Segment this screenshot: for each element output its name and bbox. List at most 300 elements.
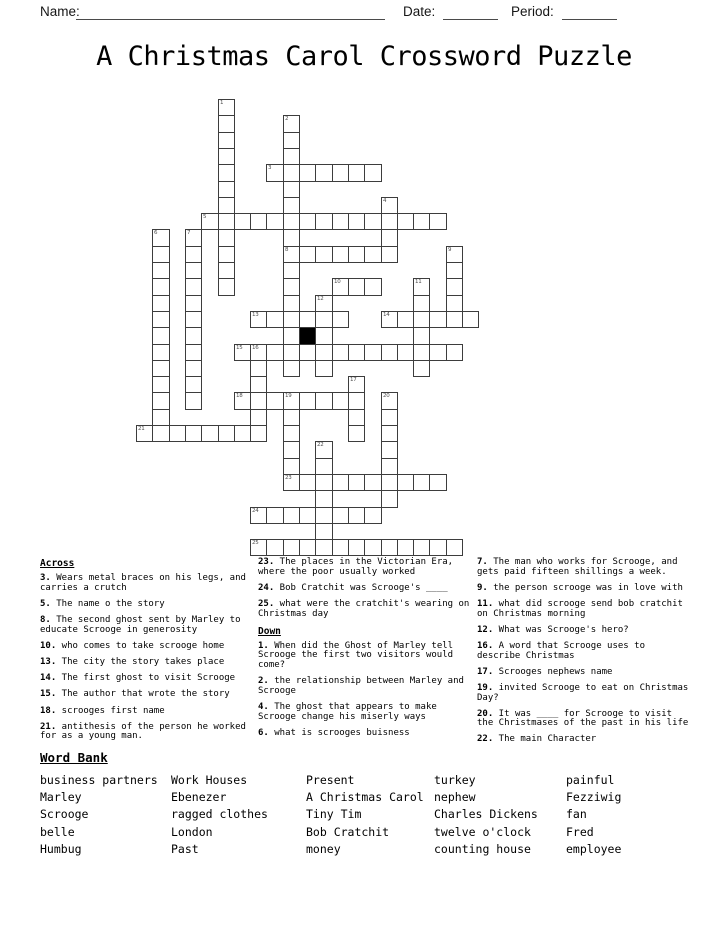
grid-cell[interactable] [266, 539, 284, 556]
grid-cell[interactable] [315, 474, 333, 491]
grid-cell[interactable] [299, 164, 316, 182]
grid-cell[interactable] [185, 246, 202, 263]
grid-cell[interactable] [299, 539, 316, 556]
clue-21: 21. antithesis of the person he worked for as a young man. [40, 721, 246, 742]
grid-cell[interactable] [446, 262, 463, 279]
page-title: A Christmas Carol Crossword Puzzle [96, 41, 632, 72]
grid-cell[interactable] [218, 181, 235, 198]
grid-cell[interactable] [283, 229, 300, 247]
clue-23: 23. The places in the Victorian Era, where the poor usually worked [258, 557, 454, 577]
grid-cell[interactable] [381, 490, 398, 508]
grid-cell[interactable] [283, 327, 300, 345]
date-blank-line[interactable] [443, 3, 498, 20]
grid-cell[interactable] [218, 229, 235, 247]
grid-cell[interactable] [152, 344, 170, 361]
word-bank-item: belle [40, 824, 75, 839]
grid-cell[interactable] [397, 539, 414, 556]
grid-cell[interactable] [315, 507, 333, 524]
grid-cell[interactable] [218, 148, 235, 165]
grid-cell[interactable] [315, 392, 333, 410]
grid-cell[interactable] [315, 441, 333, 459]
down-heading: Down [258, 625, 281, 637]
cell-number: 6 [154, 230, 158, 236]
cell-number: 17 [350, 377, 357, 383]
grid-cell[interactable] [283, 148, 300, 165]
grid-cell[interactable] [234, 425, 251, 442]
word-bank-item: A Christmas Carol [306, 790, 424, 805]
word-bank-heading: Word Bank [40, 750, 108, 765]
clue-15: 15. The author that wrote the story [40, 689, 230, 700]
clue-number: 6. [258, 727, 269, 738]
grid-cell[interactable] [185, 376, 202, 393]
word-bank-item: Fred [566, 824, 594, 839]
clue-number: 19. [477, 682, 494, 693]
grid-cell[interactable] [332, 278, 349, 296]
grid-cell[interactable] [348, 246, 365, 263]
word-bank-item: turkey [434, 773, 476, 787]
grid-cell[interactable] [315, 523, 333, 540]
grid-cell[interactable] [250, 507, 267, 524]
grid-cell[interactable] [381, 474, 398, 491]
word-bank-item: fan [566, 807, 587, 822]
cell-number: 24 [252, 508, 259, 514]
grid-cell[interactable] [381, 229, 398, 247]
clue-13: 13. The city the story takes place [40, 656, 225, 667]
grid-cell[interactable] [413, 278, 430, 296]
grid-cell[interactable] [283, 507, 300, 524]
word-bank-item: counting house [434, 841, 531, 856]
grid-cell[interactable] [283, 392, 300, 410]
cell-number: 22 [317, 442, 324, 448]
grid-cell[interactable] [283, 278, 300, 296]
grid-cell[interactable] [218, 278, 235, 296]
grid-cell[interactable] [446, 246, 463, 263]
grid-cell[interactable] [381, 441, 398, 459]
cell-number: 16 [252, 345, 259, 351]
word-bank-item: Present [306, 773, 355, 787]
clue-2: 2. the relationship between Marley and Scrooge [258, 676, 464, 696]
cell-number: 11 [415, 279, 422, 285]
word-bank-item: Fezziwig [566, 790, 622, 805]
word-bank-item: Past [171, 841, 199, 856]
period-label: Period: [511, 4, 554, 19]
clue-number: 17. [477, 666, 494, 677]
cell-number: 12 [317, 296, 324, 302]
grid-cell[interactable] [283, 474, 300, 491]
grid-cell[interactable] [201, 213, 219, 230]
grid-cell[interactable] [364, 246, 382, 263]
grid-cell[interactable] [332, 474, 349, 491]
word-bank-item: twelve o'clock [434, 824, 531, 839]
grid-cell[interactable] [283, 344, 300, 361]
cell-number: 21 [138, 426, 145, 432]
grid-cell[interactable] [381, 197, 398, 214]
cell-number: 19 [285, 393, 292, 399]
grid-cell[interactable] [299, 311, 316, 328]
grid-cell[interactable] [152, 311, 170, 328]
clue-17: 17. Scrooges nephews name [477, 666, 613, 677]
grid-cell[interactable] [152, 392, 170, 410]
grid-cell[interactable] [364, 164, 382, 182]
word-bank-item: Ebenezer [171, 790, 227, 805]
grid-cell[interactable] [218, 132, 235, 149]
clue-18: 18. scrooges first name [40, 705, 165, 716]
grid-cell[interactable] [250, 311, 267, 328]
word-bank-grid [40, 772, 690, 858]
grid-cell[interactable] [413, 539, 430, 556]
clue-number: 16. [477, 640, 494, 651]
word-bank-item: London [171, 824, 213, 839]
grid-cell[interactable] [429, 539, 447, 556]
grid-cell[interactable] [299, 507, 316, 524]
grid-cell[interactable] [283, 164, 300, 182]
grid-cell[interactable] [250, 409, 267, 426]
grid-cell[interactable] [315, 360, 333, 377]
grid-cell[interactable] [185, 311, 202, 328]
grid-cell[interactable] [413, 311, 430, 328]
clue-number: 8. [40, 614, 51, 625]
grid-cell[interactable] [283, 425, 300, 442]
across-heading: Across [40, 558, 75, 569]
grid-cell[interactable] [446, 311, 463, 328]
clue-column-right [477, 558, 692, 752]
grid-cell[interactable] [283, 262, 300, 279]
clue-24: 24. Bob Cratchit was Scrooge's ____ [258, 582, 448, 593]
grid-cell[interactable] [299, 474, 316, 491]
clue-number: 20. [477, 708, 494, 719]
grid-cell[interactable] [381, 458, 398, 475]
grid-cell[interactable] [283, 181, 300, 198]
grid-cell[interactable] [446, 295, 463, 312]
grid-cell[interactable] [315, 311, 333, 328]
clue-25: 25. what were the cratchit's wearing on Christmas day [258, 598, 470, 619]
grid-cell[interactable] [266, 392, 284, 410]
grid-cell[interactable] [381, 344, 398, 361]
clue-number: 15. [40, 689, 57, 700]
cell-number: 10 [334, 279, 341, 285]
clue-11: 11. what did scrooge send bob cratchit on Christmas morning [477, 598, 683, 619]
grid-cell[interactable] [348, 376, 365, 393]
clue-number: 18. [40, 705, 57, 716]
grid-cell[interactable] [234, 392, 251, 410]
clue-number: 3. [40, 573, 51, 583]
grid-cell[interactable] [413, 327, 430, 345]
grid-cell[interactable] [315, 458, 333, 475]
clue-number: 12. [477, 624, 494, 635]
clue-number: 21. [40, 721, 57, 732]
clue-number: 11. [477, 598, 494, 609]
grid-cell[interactable] [332, 344, 349, 361]
cell-number: 8 [285, 247, 289, 253]
clue-number: 4. [258, 701, 269, 712]
grid-cell[interactable] [283, 539, 300, 556]
grid-cell[interactable] [397, 474, 414, 491]
grid-cell[interactable] [332, 311, 349, 328]
grid-cell[interactable] [185, 229, 202, 247]
grid-cell[interactable] [299, 246, 316, 263]
grid-cell[interactable] [413, 295, 430, 312]
grid-cell[interactable] [152, 327, 170, 345]
crossword-grid [136, 99, 481, 557]
grid-cell[interactable] [250, 539, 267, 556]
grid-cell[interactable] [152, 229, 170, 247]
grid-cell[interactable] [234, 344, 251, 361]
grid-cell[interactable] [364, 507, 382, 524]
clue-number: 2. [258, 676, 269, 687]
grid-cell[interactable] [218, 164, 235, 182]
grid-cell[interactable] [185, 425, 202, 442]
grid-cell[interactable] [332, 539, 349, 556]
grid-cell[interactable] [266, 311, 284, 328]
grid-cell[interactable] [381, 392, 398, 410]
grid-cell[interactable] [446, 278, 463, 296]
grid-cell[interactable] [250, 376, 267, 393]
clue-5: 5. The name o the story [40, 598, 165, 609]
grid-cell[interactable] [218, 115, 235, 133]
grid-cell[interactable] [266, 507, 284, 524]
clue-number: 22. [477, 734, 494, 745]
clue-19: 19. invited Scrooge to eat on Christmas Day? [477, 682, 689, 703]
grid-cell[interactable] [462, 311, 479, 328]
grid-cell[interactable] [250, 344, 267, 361]
cell-number: 14 [383, 312, 390, 318]
name-label: Name: [40, 4, 80, 19]
word-bank-item: money [306, 841, 341, 856]
grid-cell[interactable] [234, 213, 251, 230]
grid-cell[interactable] [315, 539, 333, 556]
word-bank-item: Work Houses [171, 773, 248, 787]
grid-cell[interactable] [152, 262, 170, 279]
grid-cell[interactable] [315, 490, 333, 508]
word-bank-item: Bob Cratchit [306, 824, 390, 839]
clue-number: 13. [40, 656, 57, 667]
clue-14: 14. The first ghost to visit Scrooge [40, 673, 236, 684]
grid-cell[interactable] [250, 360, 267, 377]
period-blank-line[interactable] [562, 3, 617, 20]
grid-cell[interactable] [413, 360, 430, 377]
grid-cell[interactable] [266, 344, 284, 361]
clue-9: 9. the person scrooge was in love with [477, 582, 683, 593]
grid-cell[interactable] [283, 409, 300, 426]
clue-22: 22. The main Character [477, 734, 597, 745]
clue-number: 5. [40, 598, 51, 609]
grid-cell[interactable] [185, 360, 202, 377]
clue-number: 1. [258, 640, 269, 651]
grid-cell[interactable] [397, 311, 414, 328]
grid-cell[interactable] [201, 425, 219, 442]
word-bank-item: nephew [434, 790, 476, 805]
grid-cell[interactable] [348, 164, 365, 182]
grid-cell[interactable] [315, 213, 333, 230]
cell-number: 25 [252, 540, 259, 546]
grid-cell[interactable] [348, 425, 365, 442]
grid-cell[interactable] [315, 295, 333, 312]
grid-cell[interactable] [152, 246, 170, 263]
cell-number: 5 [203, 214, 207, 220]
grid-cell[interactable] [348, 278, 365, 296]
grid-cell[interactable] [348, 344, 365, 361]
grid-cell[interactable] [381, 246, 398, 263]
grid-cell[interactable] [185, 344, 202, 361]
grid-cell[interactable] [332, 164, 349, 182]
grid-cell[interactable] [250, 392, 267, 410]
grid-cell[interactable] [429, 311, 447, 328]
clue-7: 7. The man who works for Scrooge, and gets paid fifteen shillings a week. [477, 557, 678, 577]
name-blank-line[interactable] [76, 3, 385, 20]
grid-cell[interactable] [413, 344, 430, 361]
grid-cell[interactable] [364, 344, 382, 361]
grid-cell[interactable] [250, 425, 267, 442]
grid-cell[interactable] [283, 132, 300, 149]
grid-cell[interactable] [283, 311, 300, 328]
grid-cell[interactable] [218, 213, 235, 230]
grid-cell[interactable] [218, 425, 235, 442]
grid-cell[interactable] [283, 441, 300, 459]
word-bank-item: Charles Dickens [434, 807, 538, 822]
grid-cell[interactable] [283, 360, 300, 377]
grid-cell[interactable] [218, 197, 235, 214]
clue-10: 10. who comes to take scrooge home [40, 640, 225, 651]
clue-4: 4. The ghost that appears to make Scrooge change his miserly ways [258, 701, 437, 722]
grid-cell[interactable] [381, 213, 398, 230]
grid-cell[interactable] [218, 246, 235, 263]
grid-cell[interactable] [218, 262, 235, 279]
grid-cell[interactable] [364, 474, 382, 491]
grid-cell[interactable] [332, 246, 349, 263]
cell-number: 1 [220, 100, 224, 106]
grid-cell[interactable] [446, 344, 463, 361]
grid-cell[interactable] [266, 164, 284, 182]
word-bank-item: painful [566, 773, 615, 787]
grid-cell[interactable] [250, 213, 267, 230]
grid-cell[interactable] [299, 344, 316, 361]
grid-cell[interactable] [348, 409, 365, 426]
clue-1: 1. When did the Ghost of Marley tell Scrooge the first two visitors would come? [258, 640, 454, 670]
clue-6: 6. what is scrooges buisness [258, 727, 410, 738]
grid-cell[interactable] [364, 539, 382, 556]
grid-cell[interactable] [315, 164, 333, 182]
grid-cell[interactable] [185, 295, 202, 312]
cell-number: 9 [448, 247, 452, 253]
grid-cell[interactable] [332, 507, 349, 524]
clue-number: 10. [40, 640, 57, 651]
clue-12: 12. What was Scrooge's hero? [477, 624, 629, 635]
word-bank-item: Marley [40, 790, 82, 805]
clue-3: 3. Wears metal braces on his legs, and carries a crutch [40, 573, 246, 593]
grid-cell[interactable] [152, 376, 170, 393]
clue-column-left [40, 558, 255, 748]
cell-number: 20 [383, 393, 390, 399]
clue-20: 20. It was ____ for Scrooge to visit the Christmases of the past in his life [477, 708, 689, 729]
cell-number: 2 [285, 116, 289, 122]
clue-number: 23. [258, 557, 275, 567]
grid-cell[interactable] [185, 327, 202, 345]
clue-number: 25. [258, 598, 275, 609]
grid-cell[interactable] [413, 213, 430, 230]
grid-cell[interactable] [348, 539, 365, 556]
clue-number: 9. [477, 582, 488, 593]
grid-cell[interactable] [283, 115, 300, 133]
grid-cell[interactable] [283, 458, 300, 475]
grid-cell[interactable] [381, 425, 398, 442]
grid-cell[interactable] [152, 409, 170, 426]
grid-cell[interactable] [283, 213, 300, 230]
grid-cell[interactable] [429, 344, 447, 361]
cell-number: 15 [236, 345, 243, 351]
grid-cell[interactable] [315, 246, 333, 263]
date-label: Date: [403, 4, 436, 19]
grid-cell[interactable] [381, 539, 398, 556]
grid-cell[interactable] [152, 295, 170, 312]
word-bank-item: Tiny Tim [306, 807, 362, 822]
grid-cell[interactable] [315, 344, 333, 361]
grid-cell[interactable] [348, 474, 365, 491]
grid-cell[interactable] [446, 539, 463, 556]
word-bank [40, 751, 690, 858]
clue-number: 24. [258, 582, 275, 593]
grid-cell[interactable] [429, 213, 447, 230]
grid-black-cell [299, 327, 316, 345]
grid-cell[interactable] [283, 197, 300, 214]
grid-cell[interactable] [185, 392, 202, 410]
cell-number: 3 [268, 165, 272, 171]
word-bank-item: business partners [40, 773, 158, 787]
clue-8: 8. The second ghost sent by Marley to educate Scrooge in generosity [40, 614, 241, 635]
word-bank-item: ragged clothes [171, 807, 268, 822]
clue-column-middle [258, 558, 473, 745]
clue-number: 14. [40, 673, 57, 684]
grid-cell[interactable] [185, 278, 202, 296]
grid-cell[interactable] [397, 213, 414, 230]
grid-cell[interactable] [348, 213, 365, 230]
grid-cell[interactable] [152, 278, 170, 296]
grid-cell[interactable] [315, 327, 333, 345]
clue-16: 16. A word that Scrooge uses to describe Christmas [477, 640, 645, 661]
grid-cell[interactable] [348, 507, 365, 524]
cell-number: 23 [285, 475, 292, 481]
grid-cell[interactable] [348, 392, 365, 410]
grid-cell[interactable] [381, 409, 398, 426]
cell-number: 13 [252, 312, 259, 318]
word-bank-item: Humbug [40, 841, 82, 856]
cell-number: 7 [187, 230, 191, 236]
grid-cell[interactable] [397, 344, 414, 361]
grid-cell[interactable] [169, 425, 186, 442]
grid-cell[interactable] [364, 213, 382, 230]
grid-cell[interactable] [332, 392, 349, 410]
grid-cell[interactable] [364, 278, 382, 296]
grid-cell[interactable] [413, 474, 430, 491]
grid-cell[interactable] [266, 213, 284, 230]
cell-number: 18 [236, 393, 243, 399]
grid-cell[interactable] [283, 295, 300, 312]
grid-cell[interactable] [332, 213, 349, 230]
word-bank-item: Scrooge [40, 807, 89, 822]
cell-number: 4 [383, 198, 387, 204]
grid-cell[interactable] [136, 425, 153, 442]
grid-cell[interactable] [283, 246, 300, 263]
grid-cell[interactable] [152, 425, 170, 442]
grid-cell[interactable] [218, 99, 235, 116]
grid-cell[interactable] [185, 262, 202, 279]
grid-cell[interactable] [429, 474, 447, 491]
grid-cell[interactable] [381, 311, 398, 328]
clue-number: 7. [477, 557, 488, 567]
word-bank-item: employee [566, 841, 622, 856]
grid-cell[interactable] [299, 392, 316, 410]
grid-cell[interactable] [299, 213, 316, 230]
grid-cell[interactable] [152, 360, 170, 377]
